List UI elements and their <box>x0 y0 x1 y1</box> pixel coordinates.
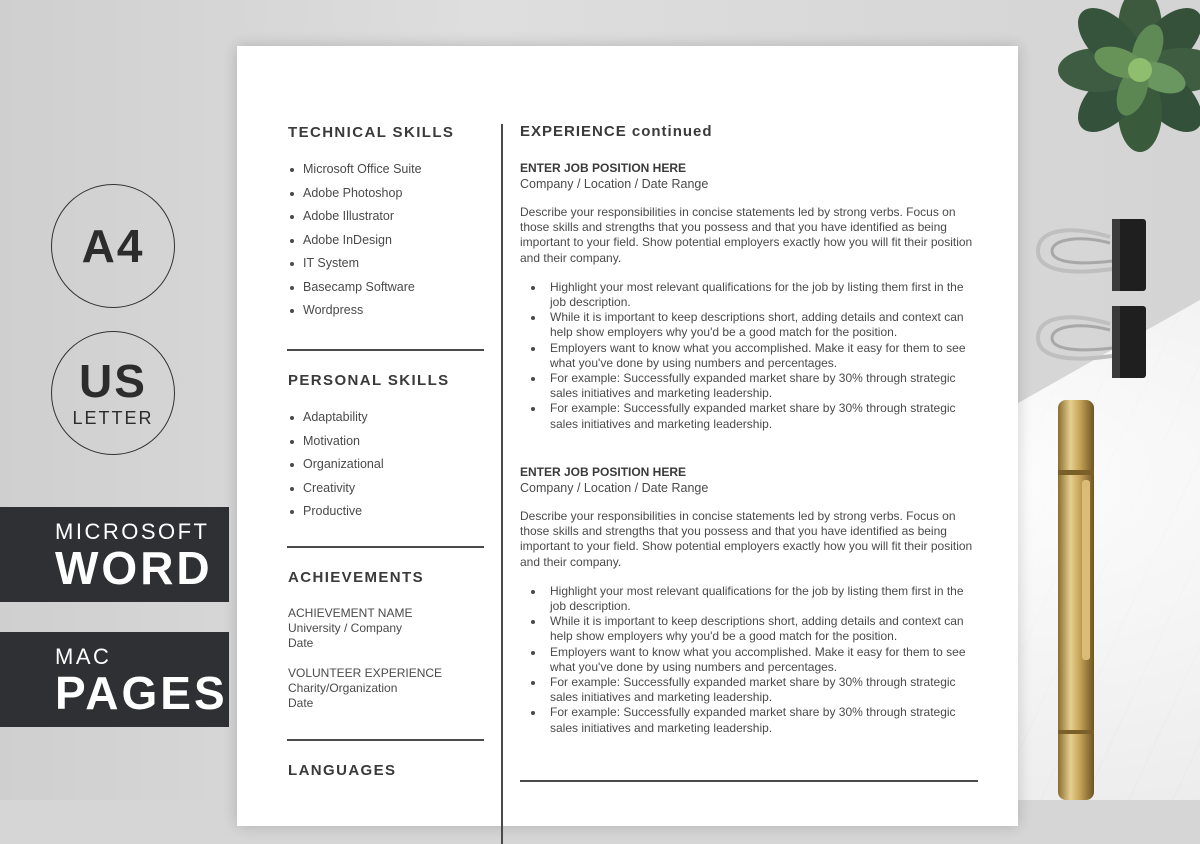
achievement-date: Date <box>288 636 314 650</box>
list-item: For example: Successfully expanded market share by 30% through strategic sales initiatives and marketing leadership. <box>550 371 980 401</box>
languages-title: LANGUAGES <box>288 762 397 779</box>
list-item: Microsoft Office Suite <box>288 158 422 182</box>
job-position: ENTER JOB POSITION HERE <box>520 161 687 175</box>
list-item: Employers want to know what you accomplished. Make it easy for them to see what you've done by using numbers and percentages. <box>550 341 980 371</box>
achievement-entry <box>288 606 412 651</box>
binder-clip-icon <box>1030 215 1155 295</box>
section-rule <box>520 780 978 782</box>
achievement-org: University / Company <box>288 621 403 635</box>
list-item: Highlight your most relevant qualifications for the job by listing them first in the job description. <box>550 280 980 310</box>
volunteer-name: VOLUNTEER EXPERIENCE <box>288 666 443 680</box>
job-entry <box>520 465 980 736</box>
job-description: Describe your responsibilities in concise statements led by strong verbs. Focus on those skills and strengths that you possess and that you have identified as being important to your field. Show potential employers exactly how you will fit their position and their company. <box>520 509 973 569</box>
list-item: For example: Successfully expanded market share by 30% through strategic sales initiatives and marketing leadership. <box>550 675 980 705</box>
pages-text: PAGES <box>55 667 228 719</box>
list-item: Motivation <box>288 430 384 454</box>
section-rule <box>287 739 484 741</box>
gold-pen-icon <box>1050 400 1110 800</box>
personal-skills-list <box>288 406 384 524</box>
microsoft-text: MICROSOFT <box>55 519 210 544</box>
list-item: Adaptability <box>288 406 384 430</box>
resume-page <box>237 46 1018 826</box>
list-item: Organizational <box>288 453 384 477</box>
section-rule <box>287 349 484 351</box>
list-item: Basecamp Software <box>288 276 422 300</box>
technical-skills-list <box>288 158 422 323</box>
job-bullets <box>520 280 980 432</box>
achievement-name: ACHIEVEMENT NAME <box>288 606 413 620</box>
section-rule <box>287 546 484 548</box>
job-description: Describe your responsibilities in concise statements led by strong verbs. Focus on those skills and strengths that you possess and that you have identified as being important to your field. Show potential employers exactly how you will fit their position and their company. <box>520 205 973 265</box>
job-entry <box>520 161 980 432</box>
microsoft-word-label <box>0 507 229 602</box>
list-item: Adobe InDesign <box>288 229 422 253</box>
list-item: For example: Successfully expanded market share by 30% through strategic sales initiatives and marketing leadership. <box>550 705 980 735</box>
volunteer-entry <box>288 666 442 711</box>
job-bullets <box>520 584 980 736</box>
volunteer-date: Date <box>288 696 314 710</box>
list-item: Wordpress <box>288 299 422 323</box>
experience-title: EXPERIENCE continued <box>520 123 713 140</box>
succulent-plant-icon <box>1040 0 1200 170</box>
word-text: WORD <box>55 542 213 594</box>
a4-badge-text: A4 <box>81 220 145 272</box>
us-letter-badge <box>51 331 175 455</box>
volunteer-org: Charity/Organization <box>288 681 398 695</box>
list-item: For example: Successfully expanded market share by 30% through strategic sales initiatives and marketing leadership. <box>550 401 980 431</box>
list-item: IT System <box>288 252 422 276</box>
personal-skills-title: PERSONAL SKILLS <box>288 372 450 389</box>
list-item: Adobe Photoshop <box>288 182 422 206</box>
list-item: Productive <box>288 500 384 524</box>
list-item: While it is important to keep descriptions short, adding details and context can help show employers why you'd be a good match for the position. <box>550 614 980 644</box>
list-item: Employers want to know what you accomplished. Make it easy for them to see what you've done by using numbers and percentages. <box>550 645 980 675</box>
list-item: While it is important to keep descriptions short, adding details and context can help show employers why you'd be a good match for the position. <box>550 310 980 340</box>
technical-skills-title: TECHNICAL SKILLS <box>288 124 455 141</box>
list-item: Adobe Illustrator <box>288 205 422 229</box>
us-badge-text: US <box>79 354 147 407</box>
list-item: Highlight your most relevant qualifications for the job by listing them first in the job description. <box>550 584 980 614</box>
achievements-title: ACHIEVEMENTS <box>288 569 424 586</box>
mac-text: MAC <box>55 644 112 669</box>
job-meta: Company / Location / Date Range <box>520 177 709 191</box>
mac-pages-label <box>0 632 229 727</box>
letter-badge-text: LETTER <box>72 407 154 428</box>
list-item: Creativity <box>288 477 384 501</box>
a4-badge <box>51 184 175 308</box>
column-divider <box>501 124 503 844</box>
job-meta: Company / Location / Date Range <box>520 481 709 495</box>
binder-clip-icon <box>1030 302 1155 382</box>
job-position: ENTER JOB POSITION HERE <box>520 465 687 479</box>
